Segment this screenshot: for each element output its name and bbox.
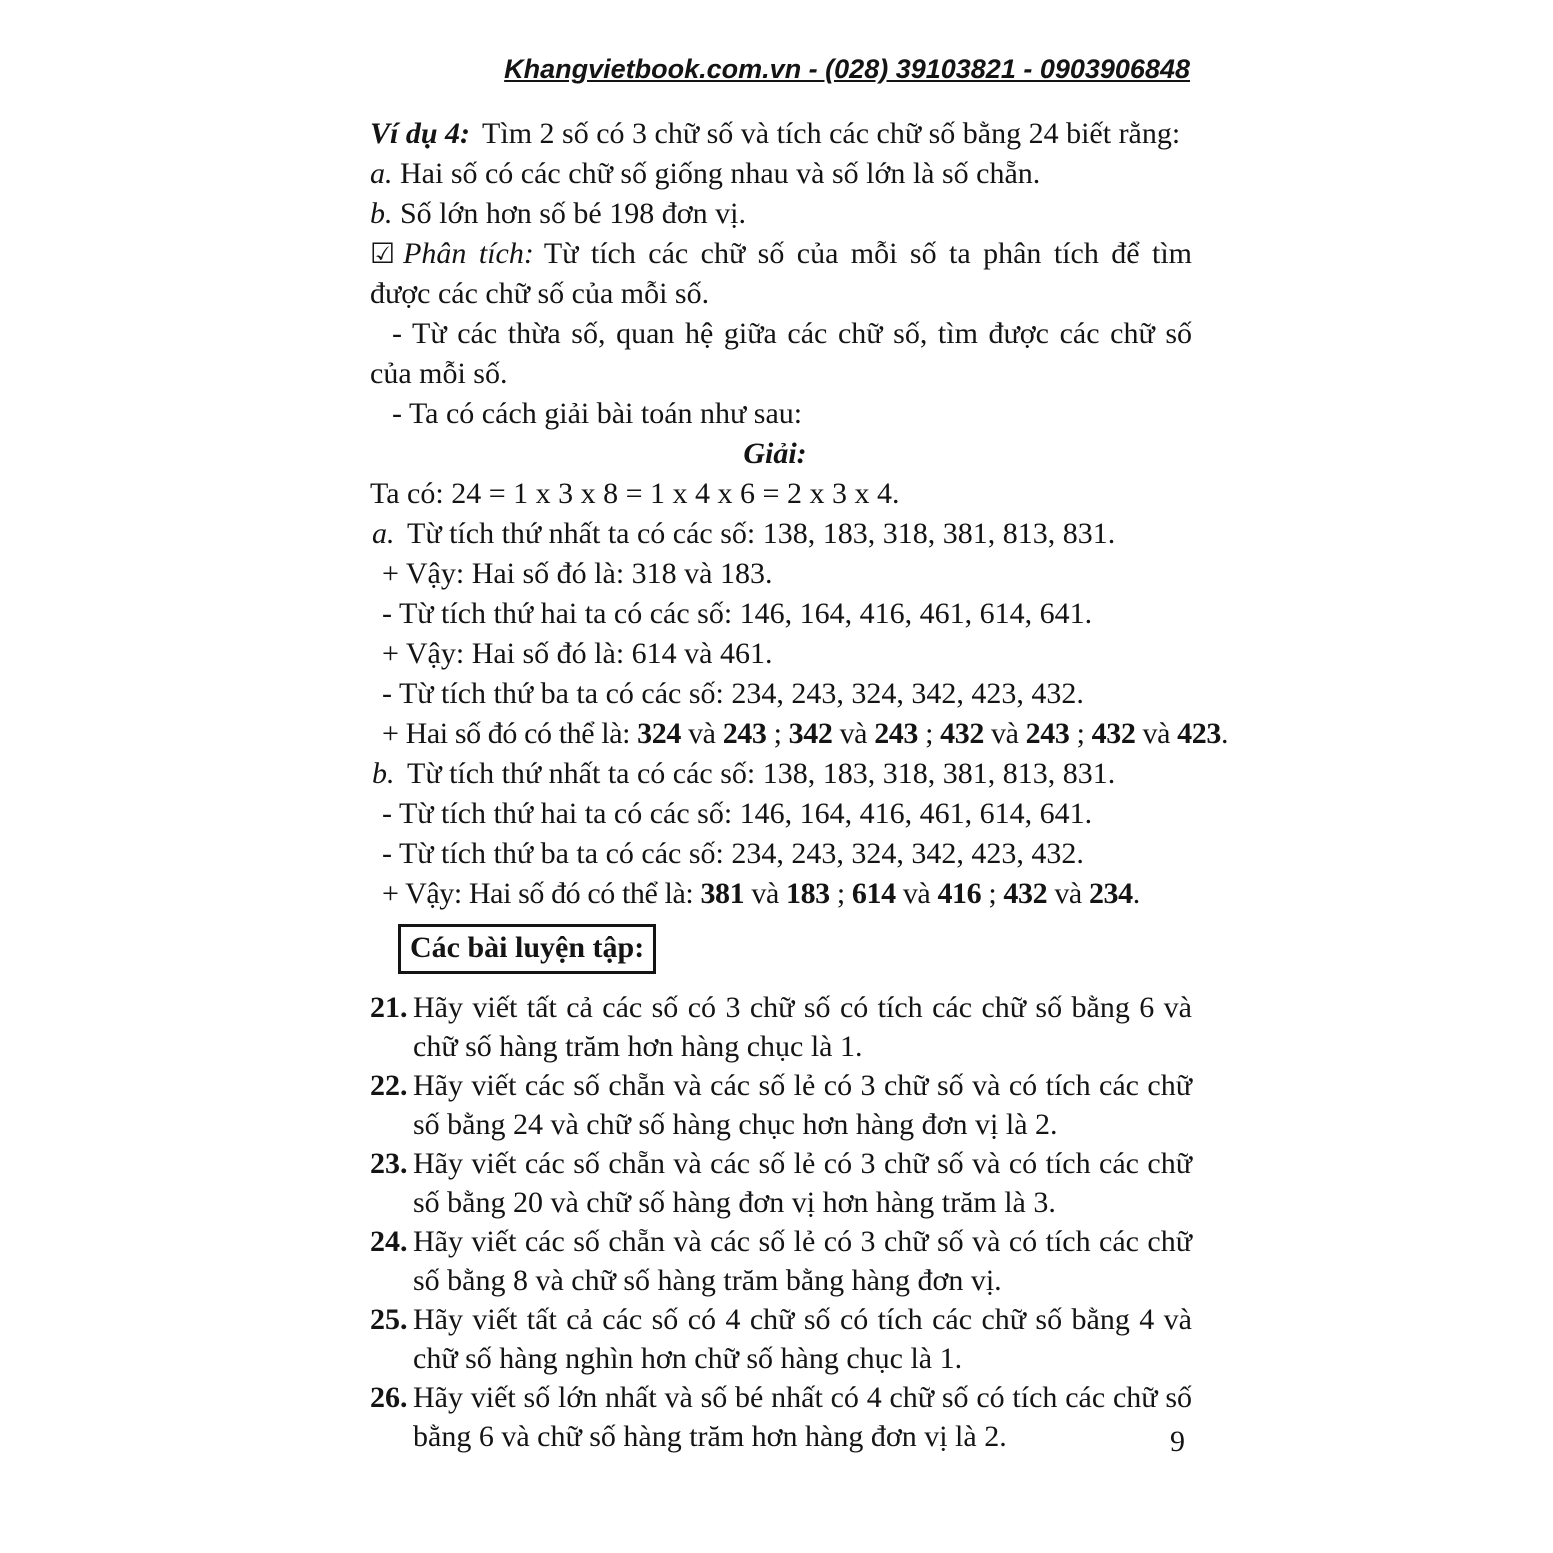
example-item-a-label: a. xyxy=(370,157,393,190)
exercise-number: 22. xyxy=(370,1069,408,1102)
exercise-text: Hãy viết các số chẵn và các số lẻ có 3 chữ số và có tích các chữ số bằng 20 và chữ số hàng đơn vị hơn hàng trăm là 3. xyxy=(413,1147,1192,1219)
result-b-end: . xyxy=(1132,877,1140,910)
exercises-heading: Các bài luyện tập: xyxy=(398,924,656,974)
part-a-label: a. xyxy=(372,517,395,550)
header-contact-text: Khangvietbook.com.vn - (028) 39103821 - 0903906848 xyxy=(504,54,1190,84)
part-a-line-1-text: Từ tích thứ nhất ta có các số: 138, 183, 318, 381, 813, 831. xyxy=(407,517,1116,550)
result-a-num: 432 xyxy=(1091,717,1136,750)
result-a-prefix: + Hai số đó có thể là: xyxy=(382,717,638,750)
solution-part-a-result xyxy=(370,714,1229,754)
result-a-sep: và xyxy=(832,717,875,750)
exercises-heading-wrap xyxy=(398,924,1192,974)
result-a-sep: ; xyxy=(918,717,941,750)
result-b-sep: và xyxy=(744,877,786,910)
result-b-sep: và xyxy=(1047,877,1089,910)
part-b-line-1-text: Từ tích thứ nhất ta có các số: 138, 183, 318, 381, 813, 831. xyxy=(407,757,1116,790)
result-a-num: 243 xyxy=(722,717,767,750)
example-item-b xyxy=(370,194,1192,234)
solution-part-b-result xyxy=(370,874,1192,914)
example-intro xyxy=(370,114,1192,154)
solution-part-b-line-2: - Từ tích thứ hai ta có các số: 146, 164, 416, 461, 614, 641. xyxy=(382,797,1093,830)
exercise-item-25 xyxy=(370,1300,1192,1378)
result-b-sep: ; xyxy=(829,877,852,910)
exercise-text: Hãy viết các số chẵn và các số lẻ có 3 chữ số và có tích các chữ số bằng 24 và chữ số hàng chục hơn hàng đơn vị là 2. xyxy=(413,1069,1192,1141)
solution-heading xyxy=(370,434,1192,474)
part-b-label: b. xyxy=(372,757,395,790)
exercise-text: Hãy viết tất cả các số có 4 chữ số có tích các chữ số bằng 4 và chữ số hàng nghìn hơn chữ số hàng chục là 1. xyxy=(413,1303,1192,1375)
analysis-text: Từ tích các chữ số của mỗi số ta phân tích để tìm được các chữ số của mỗi số. xyxy=(370,237,1192,310)
exercise-item-24 xyxy=(370,1222,1192,1300)
analysis-paragraph xyxy=(370,234,1192,314)
analysis-label: Phân tích: xyxy=(403,237,534,270)
exercise-number: 21. xyxy=(370,991,408,1024)
result-a-sep: và xyxy=(680,717,723,750)
page-number: 9 xyxy=(1170,1425,1185,1458)
result-a-num: 342 xyxy=(788,717,833,750)
solution-intro: Ta có: 24 = 1 x 3 x 8 = 1 x 4 x 6 = 2 x 3 x 4. xyxy=(370,477,900,510)
result-b-num: 381 xyxy=(700,877,745,910)
exercise-number: 26. xyxy=(370,1381,408,1414)
exercise-number: 23. xyxy=(370,1147,408,1180)
result-b-prefix: + Vậy: Hai số đó có thể là: xyxy=(382,877,701,910)
exercise-number: 25. xyxy=(370,1303,408,1336)
result-a-num: 423 xyxy=(1177,717,1221,750)
exercise-number: 24. xyxy=(370,1225,408,1258)
result-a-sep: ; xyxy=(766,717,789,750)
solution-part-b-line-1 xyxy=(370,754,1192,794)
result-a-num: 243 xyxy=(874,717,918,750)
example-item-a-text: Hai số có các chữ số giống nhau và số lớn là số chẵn. xyxy=(400,157,1041,190)
result-b-sep: ; xyxy=(981,877,1004,910)
solution-part-a-line-4: + Vậy: Hai số đó là: 614 và 461. xyxy=(382,637,773,670)
result-b-num: 183 xyxy=(785,877,830,910)
solution-part-a-line-5: - Từ tích thứ ba ta có các số: 234, 243, 324, 342, 423, 432. xyxy=(382,677,1084,710)
result-b-num: 614 xyxy=(851,877,896,910)
example-item-b-label: b. xyxy=(370,197,393,230)
result-a-sep: và xyxy=(1135,717,1178,750)
exercise-item-22 xyxy=(370,1066,1192,1144)
result-a-num: 432 xyxy=(940,717,984,750)
result-b-num: 416 xyxy=(937,877,982,910)
result-a-sep: và xyxy=(983,717,1026,750)
result-a-sep: ; xyxy=(1069,717,1092,750)
example-item-a xyxy=(370,154,1192,194)
solution-part-a-line-2: + Vậy: Hai số đó là: 318 và 183. xyxy=(382,557,773,590)
result-b-num: 432 xyxy=(1003,877,1048,910)
example-label: Ví dụ 4: xyxy=(370,117,471,150)
solution-heading-text: Giải: xyxy=(743,437,807,470)
analysis-note-2: - Ta có cách giải bài toán như sau: xyxy=(392,397,803,430)
exercise-text: Hãy viết tất cả các số có 3 chữ số có tích các chữ số bằng 6 và chữ số hàng trăm hơn hàng chục là 1. xyxy=(413,991,1192,1063)
result-a-num: 324 xyxy=(637,717,681,750)
page-content xyxy=(370,114,1229,1456)
exercise-item-26 xyxy=(370,1378,1192,1456)
page-header xyxy=(504,54,1190,85)
result-b-sep: và xyxy=(895,877,938,910)
result-a-end: . xyxy=(1220,717,1229,750)
example-intro-text: Tìm 2 số có 3 chữ số và tích các chữ số bằng 24 biết rằng: xyxy=(482,117,1181,150)
solution-part-a-line-3: - Từ tích thứ hai ta có các số: 146, 164, 416, 461, 614, 641. xyxy=(382,597,1093,630)
exercise-text: Hãy viết các số chẵn và các số lẻ có 3 chữ số và có tích các chữ số bằng 8 và chữ số hàng trăm bằng hàng đơn vị. xyxy=(413,1225,1192,1297)
result-b-num: 234 xyxy=(1088,877,1133,910)
exercise-text: Hãy viết số lớn nhất và số bé nhất có 4 chữ số có tích các chữ số bằng 6 và chữ số hàng trăm hơn hàng đơn vị là 2. xyxy=(413,1381,1192,1453)
result-a-num: 243 xyxy=(1025,717,1070,750)
exercise-item-21 xyxy=(370,988,1192,1066)
exercise-item-23 xyxy=(370,1144,1192,1222)
solution-part-a-line-1 xyxy=(370,514,1192,554)
analysis-note-1: - Từ các thừa số, quan hệ giữa các chữ số, tìm được các chữ số của mỗi số. xyxy=(370,317,1192,390)
solution-part-b-line-3: - Từ tích thứ ba ta có các số: 234, 243, 324, 342, 423, 432. xyxy=(382,837,1084,870)
checked-checkbox-icon: ☑ xyxy=(370,237,396,270)
example-item-b-text: Số lớn hơn số bé 198 đơn vị. xyxy=(400,197,746,230)
